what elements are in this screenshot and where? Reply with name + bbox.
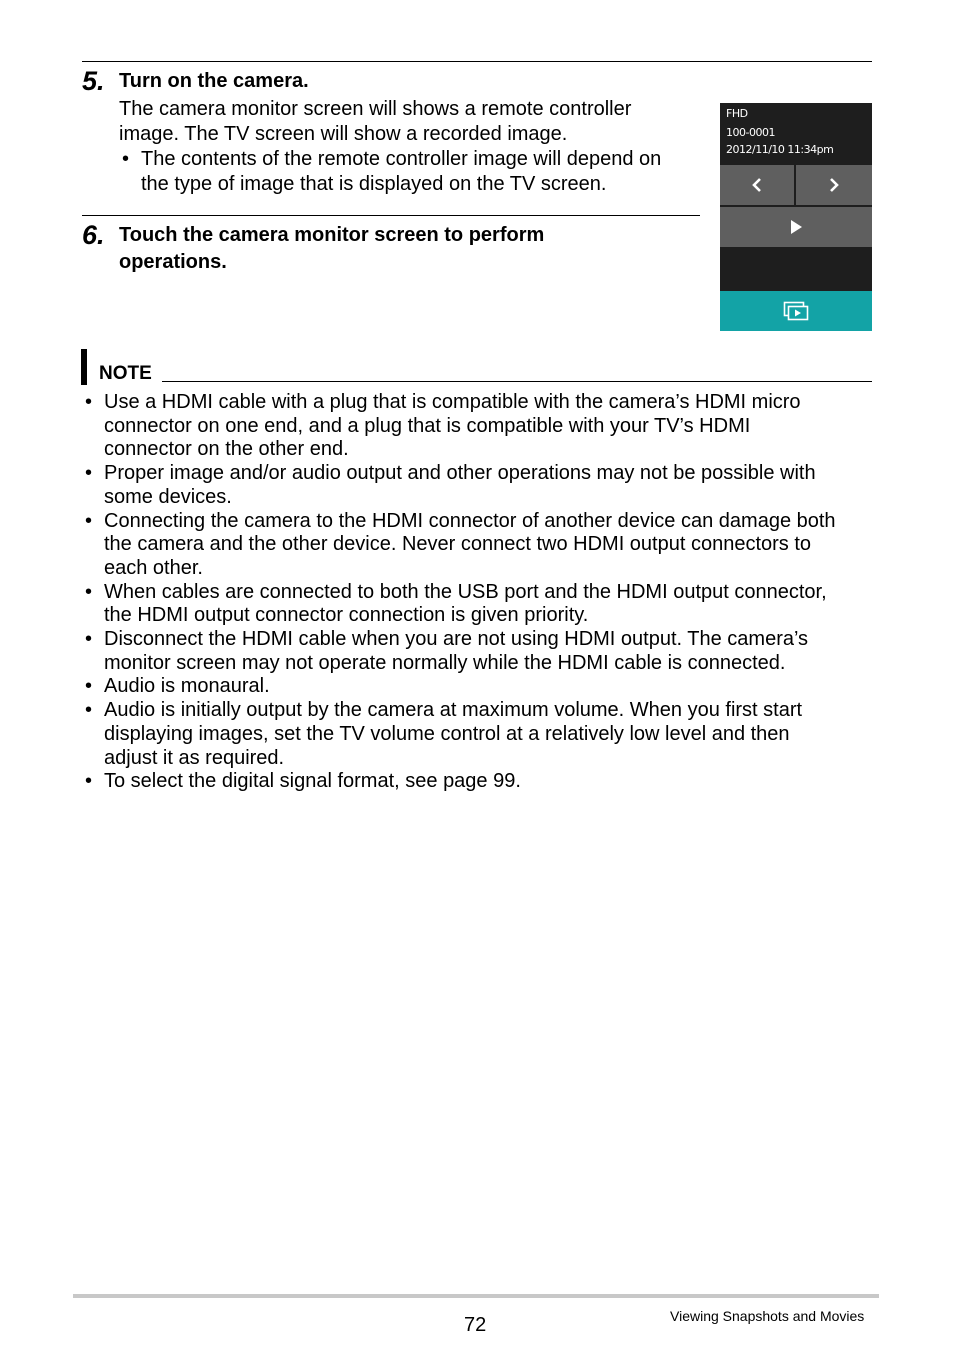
- slideshow-button[interactable]: [720, 291, 872, 331]
- note-item-line: Disconnect the HDMI cable when you are not using HDMI output. The camera’s: [104, 628, 809, 650]
- step-5-sub-line-2: the type of image that is displayed on the TV screen.: [141, 173, 607, 195]
- note-item-line: Connecting the camera to the HDMI connector of another device can damage both: [104, 509, 836, 532]
- note-item-line: Proper image and/or audio output and other operations may not be possible with: [104, 462, 816, 485]
- note-bullet-dot: •: [85, 580, 93, 603]
- note-item-line: When cables are connected to both the USB port and the HDMI output connector,: [104, 580, 827, 603]
- step-6-title-line-1: Touch the camera monitor screen to perform: [119, 224, 545, 246]
- previous-button[interactable]: [720, 165, 794, 205]
- step-6-title-line-2: operations.: [119, 251, 227, 273]
- note-item-line: displaying images, set the TV volume control at a relatively low level and then: [104, 722, 790, 745]
- note-item-line: connector on the other end.: [104, 438, 349, 461]
- note-item-line: adjust it as required.: [104, 746, 285, 769]
- note-label: NOTE: [99, 363, 152, 384]
- step-5-title: Turn on the camera.: [119, 70, 309, 92]
- play-icon: [789, 219, 803, 235]
- step-5-body-line-2: image. The TV screen will show a recorded image.: [119, 123, 568, 145]
- note-item-line: Use a HDMI cable with a plug that is compatible with the camera’s HDMI micro: [104, 391, 801, 413]
- note-item-line: some devices.: [104, 485, 232, 508]
- play-button[interactable]: [720, 207, 872, 247]
- footer-section-title: Viewing Snapshots and Movies: [670, 1308, 865, 1324]
- note-rule: [162, 381, 872, 382]
- top-rule: [82, 61, 872, 62]
- camera-quality-label: FHD: [726, 107, 748, 120]
- camera-monitor-screen: [720, 103, 872, 331]
- note-bullet-dot: •: [85, 770, 93, 793]
- camera-datetime: 2012/11/10 11:34pm: [726, 143, 834, 156]
- note-bullet-dot: •: [85, 628, 93, 650]
- step-5-number: 5.: [82, 66, 105, 96]
- note-item-line: each other.: [104, 556, 203, 579]
- step-6-number: 6.: [82, 220, 105, 250]
- note-bullet-dot: •: [85, 699, 93, 722]
- step-5-sub-line-1: The contents of the remote controller image will depend on: [141, 148, 662, 170]
- note-item-line: To select the digital signal format, see page 99.: [104, 770, 521, 793]
- slideshow-icon: [783, 301, 809, 321]
- note-bullet-dot: •: [85, 391, 93, 413]
- step-5-body-line-1: The camera monitor screen will shows a remote controller: [119, 98, 632, 120]
- note-item-line: the camera and the other device. Never connect two HDMI output connectors to: [104, 533, 812, 556]
- next-button[interactable]: [796, 165, 872, 205]
- note-bullet-dot: •: [85, 509, 93, 532]
- note-item-line: connector on one end, and a plug that is compatible with your TV’s HDMI: [104, 414, 751, 437]
- note-item-line: Audio is initially output by the camera at maximum volume. When you first start: [104, 699, 803, 722]
- note-bullet-dot: •: [85, 462, 93, 485]
- note-item-line: the HDMI output connector connection is given priority.: [104, 604, 589, 627]
- step-5-sub-bullet: •: [122, 148, 130, 170]
- camera-file-number: 100-0001: [726, 126, 775, 139]
- note-item-line: Audio is monaural.: [104, 675, 270, 698]
- page-number: 72: [464, 1314, 487, 1336]
- note-bullet-dot: •: [85, 675, 93, 698]
- step-6-rule: [82, 215, 700, 216]
- footer-rule: [73, 1294, 879, 1298]
- chevron-left-icon: [750, 177, 764, 193]
- chevron-right-icon: [827, 177, 841, 193]
- note-marker: [81, 349, 87, 385]
- note-item-line: monitor screen may not operate normally while the HDMI cable is connected.: [104, 651, 786, 674]
